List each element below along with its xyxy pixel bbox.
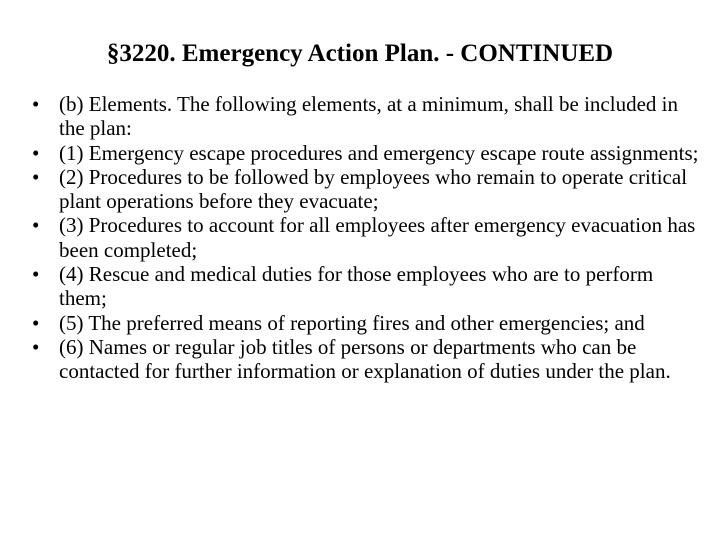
bullet-marker: • [32,334,40,359]
bullet-marker: • [32,310,40,335]
list-item [32,213,702,262]
bullet-list [32,92,702,384]
bullet-marker: • [32,262,40,287]
list-item-text: (b) Elements. The following elements, at a minimum, shall be included in the plan: [59,92,678,141]
slide-title: §3220. Emergency Action Plan. - CONTINUED [106,40,614,67]
bullet-marker: • [32,164,40,189]
bullet-marker: • [32,92,40,116]
list-item-text: (4) Rescue and medical duties for those employees who are to perform them; [59,262,654,311]
list-item [32,165,702,214]
list-item [32,262,702,311]
list-item-text: (2) Procedures to be followed by employees who remain to operate critical plant operations before they evacuate; [59,164,688,214]
list-item-text: (5) The preferred means of reporting fires and other emergencies; and [59,310,645,335]
bullet-marker: • [32,140,40,165]
list-item [32,141,702,165]
list-item-text: (6) Names or regular job titles of persons or departments who can be contacted for further information or explanation of duties under the plan. [59,334,671,384]
bullet-marker: • [32,213,40,238]
list-item [32,311,702,335]
list-item-text: (1) Emergency escape procedures and emergency escape route assignments; [59,140,699,165]
list-item-text: (3) Procedures to account for all employees after emergency evacuation has been completed; [59,213,696,262]
list-item [32,335,702,384]
list-item [32,92,702,141]
